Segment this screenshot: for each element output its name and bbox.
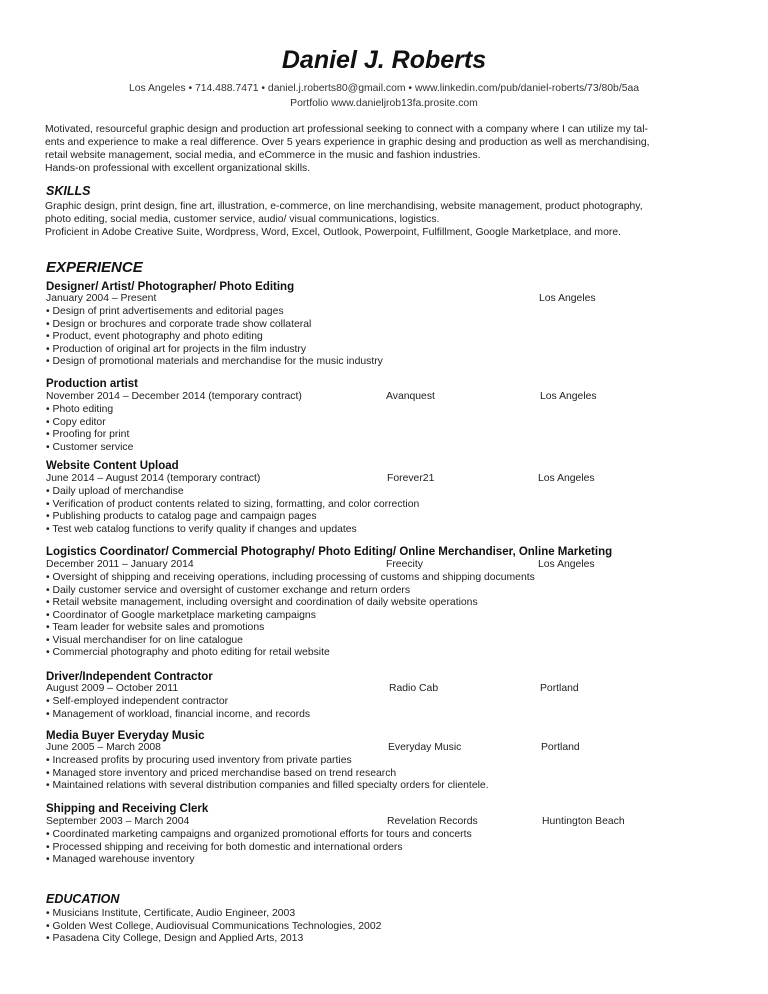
job-title: Website Content Upload <box>46 460 179 472</box>
job-title: Designer/ Artist/ Photographer/ Photo Editing <box>46 281 295 293</box>
job-title: Logistics Coordinator/ Commercial Photography/ Photo Editing/ Online Merchandiser, Online Marketing <box>46 546 613 558</box>
job-bullets <box>46 572 535 660</box>
job-dates: January 2004 – Present <box>46 293 157 304</box>
job-bullet: • Design or brochures and corporate trade show collateral <box>46 318 312 330</box>
job-location: Los Angeles <box>540 391 597 402</box>
job-bullet: • Production of original art for projects in the film industry <box>46 343 307 355</box>
job-bullet: • Photo editing <box>46 404 114 415</box>
job-bullet: • Test web catalog functions to verify quality if changes and updates <box>46 523 357 535</box>
education-item: • Golden West College, Audiovisual Communications Technologies, 2002 <box>46 920 382 932</box>
job-bullet: • Retail website management, including oversight and coordination of daily website operations <box>46 597 478 608</box>
skills-line: Graphic design, print design, fine art, illustration, e-commerce, on line merchandising, website management, product photography, <box>45 201 643 212</box>
job-bullet: • Management of workload, financial income, and records <box>46 708 311 720</box>
summary-line: Motivated, resourceful graphic design and production art professional seeking to connect with a company where I can utilize my tal- <box>45 124 648 135</box>
job-bullet: • Copy editor <box>46 416 106 428</box>
job-bullets <box>46 486 419 536</box>
job-bullet: • Publishing products to catalog page and campaign pages <box>46 511 317 522</box>
job-bullet: • Daily customer service and oversight of customer exchange and return orders <box>46 584 411 596</box>
job-company: Forever21 <box>387 473 435 484</box>
job-bullet: • Coordinator of Google marketplace marketing campaigns <box>46 609 316 621</box>
job-title: Production artist <box>46 378 139 390</box>
job-bullet: • Product, event photography and photo editing <box>46 331 263 342</box>
job-company: Everyday Music <box>388 742 462 753</box>
job-dates: November 2014 – December 2014 (temporary contract) <box>46 391 302 402</box>
resume-name: Daniel J. Roberts <box>281 46 487 74</box>
job-dates: August 2009 – October 2011 <box>46 683 179 694</box>
job-dates: June 2014 – August 2014 (temporary contract) <box>46 473 261 484</box>
summary-line: Hands-on professional with excellent organizational skills. <box>45 163 311 174</box>
job-bullet: • Verification of product contents related to sizing, formatting, and color correction <box>46 498 420 510</box>
job-bullet: • Design of print advertisements and editorial pages <box>46 306 284 317</box>
job-bullets <box>46 404 133 454</box>
job-bullet: • Daily upload of merchandise <box>46 486 184 497</box>
job-bullets <box>46 306 383 369</box>
job-bullet: • Maintained relations with several distribution companies and filled specialty orders for clientele. <box>46 780 489 791</box>
job-bullet: • Visual merchandiser for on line catalogue <box>46 634 243 646</box>
education-item: • Pasadena City College, Design and Applied Arts, 2013 <box>46 933 304 944</box>
job-bullet: • Processed shipping and receiving for both domestic and international orders <box>46 841 403 853</box>
skills-heading: SKILLS <box>46 184 91 198</box>
job-location: Huntington Beach <box>542 816 625 827</box>
job-company: Radio Cab <box>389 683 439 694</box>
job-company: Freecity <box>386 559 423 570</box>
job-title: Driver/Independent Contractor <box>46 671 213 683</box>
portfolio-line: Portfolio www.danieljrob13fa.prosite.com <box>290 98 478 109</box>
job-dates: June 2005 – March 2008 <box>46 742 161 753</box>
job-bullet: • Managed warehouse inventory <box>46 854 195 865</box>
job-company: Avanquest <box>386 391 435 402</box>
job-dates: December 2011 – January 2014 <box>46 559 194 570</box>
job-location: Portland <box>540 683 579 694</box>
job-title: Shipping and Receiving Clerk <box>46 803 209 815</box>
job-bullets <box>46 829 472 867</box>
summary-line: ents and experience to make a real difference. Over 5 years experience in graphic desing and production as well as merchandising, <box>45 137 650 148</box>
job-bullet: • Increased profits by procuring used inventory from private parties <box>46 755 352 766</box>
skills-text <box>45 200 725 239</box>
job-title: Media Buyer Everyday Music <box>46 730 205 742</box>
job-bullet: • Self-employed independent contractor <box>46 696 229 707</box>
summary <box>45 123 725 175</box>
job-bullets <box>46 696 310 721</box>
education-heading: EDUCATION <box>46 892 120 906</box>
education-item: • Musicians Institute, Certificate, Audio Engineer, 2003 <box>46 908 296 919</box>
job-location: Los Angeles <box>539 293 596 304</box>
experience-heading: EXPERIENCE <box>46 259 143 276</box>
job-company: Revelation Records <box>387 816 478 827</box>
education-list <box>46 908 381 946</box>
job-bullet: • Coordinated marketing campaigns and organized promotional efforts for tours and concerts <box>46 829 472 840</box>
skills-line: photo editing, social media, customer service, audio/ visual communications, logistics. <box>45 214 440 225</box>
job-dates: September 2003 – March 2004 <box>46 816 190 827</box>
contact-line: Los Angeles • 714.488.7471 • daniel.j.roberts80@gmail.com • www.linkedin.com/pub/daniel-roberts/73/80b/5aa <box>128 83 640 94</box>
job-bullet: • Managed store inventory and priced merchandise based on trend research <box>46 767 397 779</box>
job-bullet: • Commercial photography and photo editing for retail website <box>46 647 330 658</box>
summary-line: retail website management, social media, and eCommerce in the music and fashion industries. <box>45 150 481 161</box>
job-location: Los Angeles <box>538 473 595 484</box>
skills-line: Proficient in Adobe Creative Suite, Wordpress, Word, Excel, Outlook, Powerpoint, Fulfillment, Google Marketplace, and more. <box>45 227 621 238</box>
job-bullets <box>46 755 489 793</box>
job-bullet: • Team leader for website sales and promotions <box>46 622 265 633</box>
job-bullet: • Proofing for print <box>46 429 130 440</box>
job-bullet: • Oversight of shipping and receiving operations, including processing of customs and shipping documents <box>46 572 535 583</box>
job-bullet: • Design of promotional materials and merchandise for the music industry <box>46 356 383 367</box>
job-location: Portland <box>541 742 580 753</box>
job-bullet: • Customer service <box>46 441 134 453</box>
job-location: Los Angeles <box>538 559 595 570</box>
